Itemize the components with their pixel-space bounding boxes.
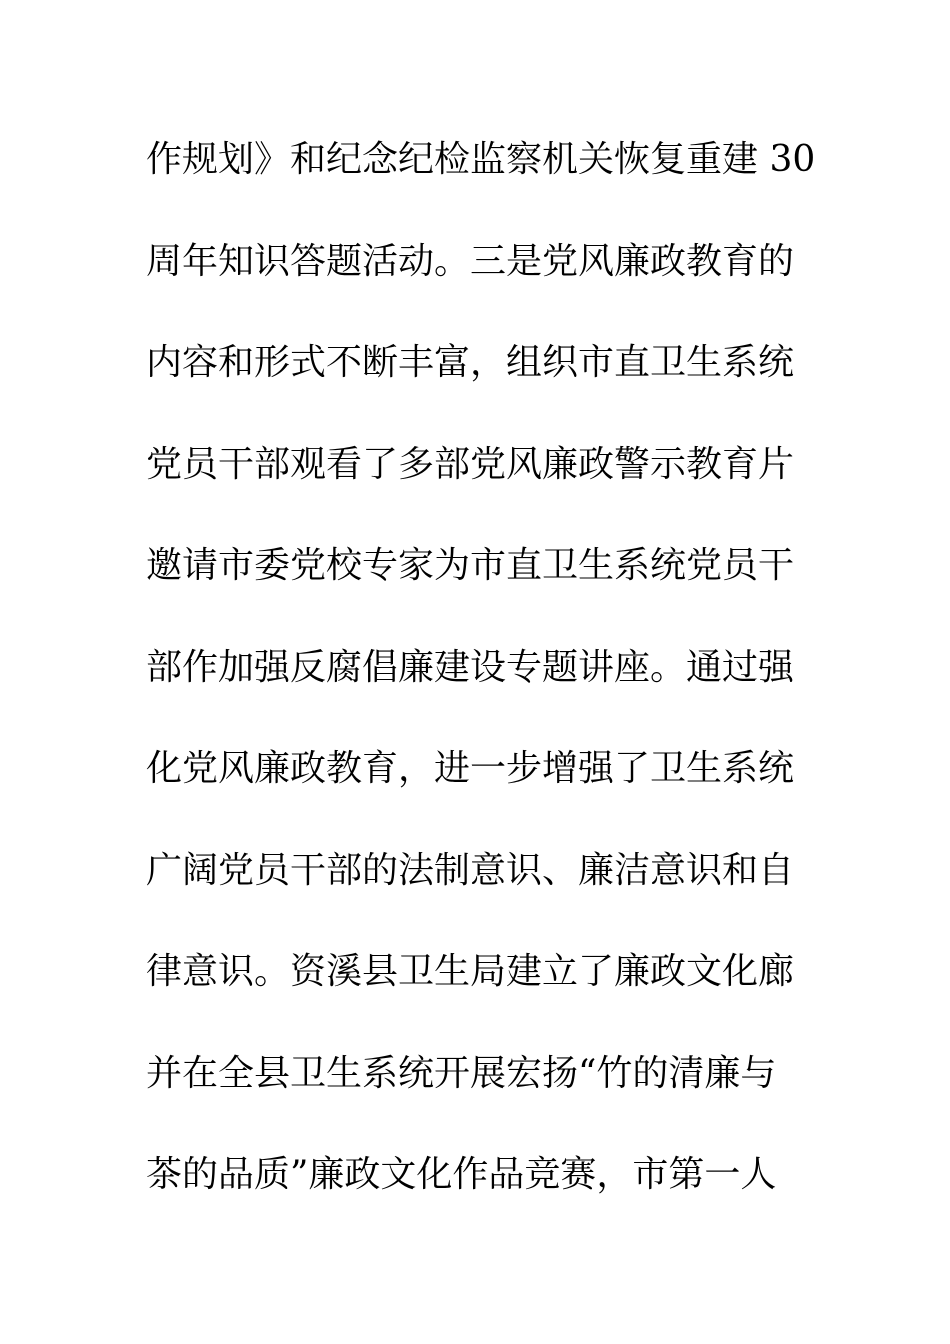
text-line: 律意识。资溪县卫生局建立了廉政文化廊	[146, 951, 795, 992]
text-line: 茶的品质”廉政文化作品竞赛，市第一人	[146, 1154, 777, 1195]
text-line: 周年知识答题活动。三是党风廉政教育的	[146, 240, 795, 282]
text-line: 党员干部观看了多部党风廉政警示教育片	[146, 443, 795, 485]
text-line: 广阔党员干部的法制意识、廉洁意识和自	[146, 849, 795, 891]
body-text	[146, 126, 816, 1243]
text-line: 并在全县卫生系统开展宏扬“竹的清廉与	[146, 1052, 777, 1094]
text-line: 邀请市委党校专家为市直卫生系统党员干	[146, 545, 795, 586]
text-line: 部作加强反腐倡廉建设专题讲座。通过强	[146, 646, 795, 688]
text-line: 化党风廉政教育，进一步增强了卫生系统	[146, 748, 795, 789]
text-line: 作规划》和纪念纪检监察机关恢复重建 30	[146, 139, 816, 180]
text-line: 内容和形式不断丰富，组织市直卫生系统	[146, 342, 795, 383]
